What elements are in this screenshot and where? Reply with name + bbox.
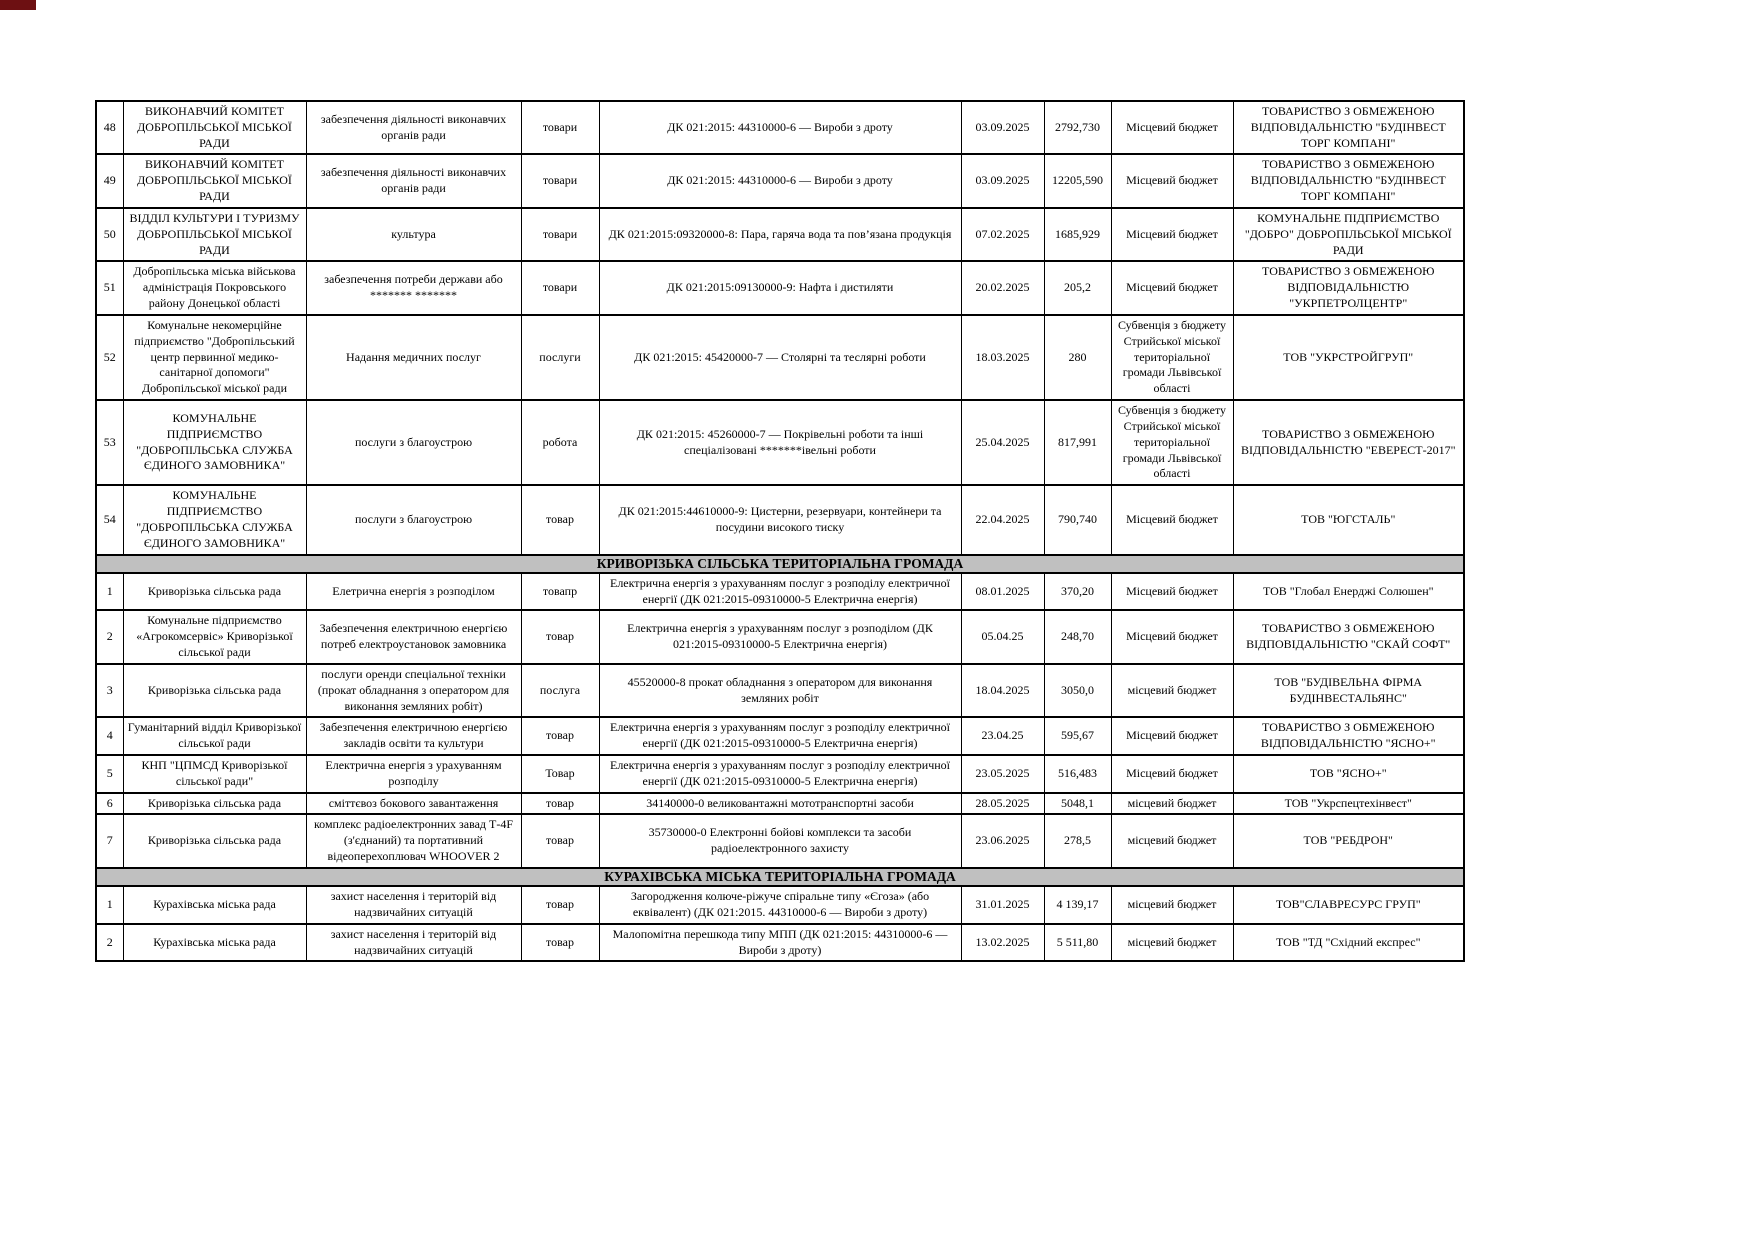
cell-item-description: ДК 021:2015:44610000-9: Цистерни, резервуари, контейнери та посудини високого тиску — [599, 485, 961, 554]
cell-purpose: забезпечення діяльності виконавчих органів ради — [306, 154, 521, 207]
cell-row-number: 5 — [96, 755, 123, 793]
cell-amount: 12205,590 — [1044, 154, 1111, 207]
cell-procurement-type: товар — [521, 485, 599, 554]
cell-amount: 5 511,80 — [1044, 924, 1111, 962]
table-row — [96, 400, 1464, 485]
cell-budget-source: місцевий бюджет — [1111, 886, 1233, 924]
table-row — [96, 101, 1464, 154]
cell-amount: 817,991 — [1044, 400, 1111, 485]
table-row — [96, 485, 1464, 554]
cell-organization: Курахівська міська рада — [123, 886, 306, 924]
cell-procurement-type: товар — [521, 717, 599, 755]
cell-row-number: 1 — [96, 886, 123, 924]
procurement-table — [95, 100, 1465, 962]
cell-procurement-type: робота — [521, 400, 599, 485]
section-header-row — [96, 555, 1464, 573]
cell-procurement-type: товар — [521, 814, 599, 867]
cell-budget-source: Місцевий бюджет — [1111, 485, 1233, 554]
cell-row-number: 48 — [96, 101, 123, 154]
cell-purpose: Електрична енергія з урахуванням розподілу — [306, 755, 521, 793]
cell-item-description: Електрична енергія з урахуванням послуг з розподілом (ДК 021:2015-09310000-5 Електрична енергія) — [599, 610, 961, 663]
cell-item-description: Електрична енергія з урахуванням послуг з розподілу електричної енергії (ДК 021:2015-09310000-5 Електрична енергія) — [599, 755, 961, 793]
table-row — [96, 208, 1464, 261]
table-row — [96, 793, 1464, 815]
cell-procurement-type: товари — [521, 261, 599, 314]
cell-supplier: ТОВАРИСТВО З ОБМЕЖЕНОЮ ВІДПОВІДАЛЬНІСТЮ "БУДІНВЕСТ ТОРГ КОМПАНІ" — [1233, 154, 1464, 207]
cell-supplier: ТОВАРИСТВО З ОБМЕЖЕНОЮ ВІДПОВІДАЛЬНІСТЮ "СКАЙ СОФТ" — [1233, 610, 1464, 663]
cell-purpose: Забезпечення електричною енергією закладів освіти та культури — [306, 717, 521, 755]
cell-purpose: сміттєвоз бокового завантаження — [306, 793, 521, 815]
table-row — [96, 315, 1464, 400]
cell-purpose: Надання медичних послуг — [306, 315, 521, 400]
table-row — [96, 886, 1464, 924]
cell-item-description: ДК 021:2015: 45420000-7 — Столярні та теслярні роботи — [599, 315, 961, 400]
cell-row-number: 3 — [96, 664, 123, 717]
cell-item-description: ДК 021:2015: 45260000-7 — Покрівельні роботи та інші спеціалізовані *******івельні роботи — [599, 400, 961, 485]
scan-corner-mark — [0, 0, 36, 10]
cell-supplier: ТОВ "Укрспецтехінвест" — [1233, 793, 1464, 815]
cell-budget-source: Місцевий бюджет — [1111, 573, 1233, 611]
table-row — [96, 814, 1464, 867]
procurement-table-body — [96, 101, 1464, 961]
cell-procurement-type: товар — [521, 793, 599, 815]
cell-amount: 595,67 — [1044, 717, 1111, 755]
cell-purpose: послуги оренди спеціальної техніки (прокат обладнання з оператором для виконання земляних робіт) — [306, 664, 521, 717]
cell-organization: КОМУНАЛЬНЕ ПІДПРИЄМСТВО "ДОБРОПІЛЬСЬКА СЛУЖБА ЄДИНОГО ЗАМОВНИКА" — [123, 485, 306, 554]
cell-purpose: захист населення і територій від надзвичайних ситуацій — [306, 924, 521, 962]
cell-amount: 790,740 — [1044, 485, 1111, 554]
cell-row-number: 53 — [96, 400, 123, 485]
cell-date: 20.02.2025 — [961, 261, 1044, 314]
cell-organization: ВИКОНАВЧИЙ КОМІТЕТ ДОБРОПІЛЬСЬКОЇ МІСЬКОЇ РАДИ — [123, 154, 306, 207]
cell-date: 07.02.2025 — [961, 208, 1044, 261]
cell-budget-source: Місцевий бюджет — [1111, 717, 1233, 755]
cell-date: 08.01.2025 — [961, 573, 1044, 611]
cell-supplier: ТОВАРИСТВО З ОБМЕЖЕНОЮ ВІДПОВІДАЛЬНІСТЮ "ЯСНО+" — [1233, 717, 1464, 755]
cell-procurement-type: товари — [521, 101, 599, 154]
cell-procurement-type: послуги — [521, 315, 599, 400]
cell-supplier: ТОВ "Глобал Енерджі Солюшен" — [1233, 573, 1464, 611]
cell-item-description: Електрична енергія з урахуванням послуг з розподілу електричної енергії (ДК 021:2015-09310000-5 Електрична енергія) — [599, 717, 961, 755]
cell-purpose: Забезпечення електричною енергією потреб електроустановок замовника — [306, 610, 521, 663]
cell-date: 31.01.2025 — [961, 886, 1044, 924]
cell-supplier: ТОВАРИСТВО З ОБМЕЖЕНОЮ ВІДПОВІДАЛЬНІСТЮ "ЕВЕРЕСТ-2017" — [1233, 400, 1464, 485]
cell-amount: 516,483 — [1044, 755, 1111, 793]
cell-item-description: Загородження колюче-ріжуче спіральне типу «Єгоза» (або еквівалент) (ДК 021:2015. 44310000-6 — Вироби з дроту) — [599, 886, 961, 924]
cell-purpose: Елетрична енергія з розподілом — [306, 573, 521, 611]
cell-row-number: 4 — [96, 717, 123, 755]
cell-organization: КНП "ЦПМСД Криворізької сільської ради" — [123, 755, 306, 793]
cell-supplier: ТОВ "ТД "Східний експрес" — [1233, 924, 1464, 962]
cell-supplier: ТОВАРИСТВО З ОБМЕЖЕНОЮ ВІДПОВІДАЛЬНІСТЮ "БУДІНВЕСТ ТОРГ КОМПАНІ" — [1233, 101, 1464, 154]
cell-organization: Криворізька сільська рада — [123, 573, 306, 611]
section-header-label: КУРАХІВСЬКА МІСЬКА ТЕРИТОРІАЛЬНА ГРОМАДА — [96, 868, 1464, 886]
cell-supplier: КОМУНАЛЬНЕ ПІДПРИЄМСТВО "ДОБРО" ДОБРОПІЛЬСЬКОЇ МІСЬКОЇ РАДИ — [1233, 208, 1464, 261]
cell-procurement-type: товари — [521, 154, 599, 207]
cell-row-number: 7 — [96, 814, 123, 867]
cell-item-description: Малопомітна перешкода типу МПП (ДК 021:2015: 44310000-6 — Вироби з дроту) — [599, 924, 961, 962]
cell-purpose: захист населення і територій від надзвичайних ситуацій — [306, 886, 521, 924]
section-header-label: КРИВОРІЗЬКА СІЛЬСЬКА ТЕРИТОРІАЛЬНА ГРОМАДА — [96, 555, 1464, 573]
cell-organization: ВИКОНАВЧИЙ КОМІТЕТ ДОБРОПІЛЬСЬКОЇ МІСЬКОЇ РАДИ — [123, 101, 306, 154]
cell-organization: Криворізька сільська рада — [123, 793, 306, 815]
cell-row-number: 54 — [96, 485, 123, 554]
cell-budget-source: Субвенція з бюджету Стрийської міської територіальної громади Львівської області — [1111, 400, 1233, 485]
cell-procurement-type: товар — [521, 610, 599, 663]
cell-amount: 248,70 — [1044, 610, 1111, 663]
cell-amount: 1685,929 — [1044, 208, 1111, 261]
cell-amount: 280 — [1044, 315, 1111, 400]
cell-row-number: 2 — [96, 610, 123, 663]
cell-organization: Комунальне підприємство «Агрокомсервіс» Криворізької сільської ради — [123, 610, 306, 663]
cell-procurement-type: товар — [521, 924, 599, 962]
cell-date: 23.06.2025 — [961, 814, 1044, 867]
cell-date: 05.04.25 — [961, 610, 1044, 663]
cell-organization: Гуманітарний відділ Криворізької сільської ради — [123, 717, 306, 755]
cell-organization: Курахівська міська рада — [123, 924, 306, 962]
cell-procurement-type: Товар — [521, 755, 599, 793]
cell-date: 18.04.2025 — [961, 664, 1044, 717]
cell-date: 03.09.2025 — [961, 101, 1044, 154]
cell-purpose: послуги з благоустрою — [306, 485, 521, 554]
cell-organization: Криворізька сільська рада — [123, 664, 306, 717]
cell-procurement-type: товар — [521, 886, 599, 924]
cell-supplier: ТОВАРИСТВО З ОБМЕЖЕНОЮ ВІДПОВІДАЛЬНІСТЮ "УКРПЕТРОЛЦЕНТР" — [1233, 261, 1464, 314]
cell-organization: Комунальне некомерційне підприємство "Добропільський центр первинної медико-санітарної допомоги" Добропільської міської ради — [123, 315, 306, 400]
cell-amount: 3050,0 — [1044, 664, 1111, 717]
cell-amount: 2792,730 — [1044, 101, 1111, 154]
section-header-row — [96, 868, 1464, 886]
cell-purpose: послуги з благоустрою — [306, 400, 521, 485]
cell-row-number: 51 — [96, 261, 123, 314]
cell-budget-source: Місцевий бюджет — [1111, 208, 1233, 261]
cell-amount: 205,2 — [1044, 261, 1111, 314]
cell-purpose: забезпечення діяльності виконавчих органів ради — [306, 101, 521, 154]
cell-row-number: 49 — [96, 154, 123, 207]
cell-amount: 370,20 — [1044, 573, 1111, 611]
cell-organization: КОМУНАЛЬНЕ ПІДПРИЄМСТВО "ДОБРОПІЛЬСЬКА СЛУЖБА ЄДИНОГО ЗАМОВНИКА" — [123, 400, 306, 485]
cell-organization: Добропільська міська військова адміністрація Покровського району Донецької області — [123, 261, 306, 314]
cell-procurement-type: товапр — [521, 573, 599, 611]
table-row — [96, 924, 1464, 962]
cell-amount: 278,5 — [1044, 814, 1111, 867]
cell-supplier: ТОВ "РЕБДРОН" — [1233, 814, 1464, 867]
cell-item-description: Електрична енергія з урахуванням послуг з розподілу електричної енергії (ДК 021:2015-09310000-5 Електрична енергія) — [599, 573, 961, 611]
table-row — [96, 664, 1464, 717]
cell-budget-source: Місцевий бюджет — [1111, 261, 1233, 314]
cell-budget-source: Субвенція з бюджету Стрийської міської територіальної громади Львівської області — [1111, 315, 1233, 400]
cell-amount: 4 139,17 — [1044, 886, 1111, 924]
cell-date: 23.04.25 — [961, 717, 1044, 755]
cell-row-number: 50 — [96, 208, 123, 261]
cell-organization: ВІДДІЛ КУЛЬТУРИ І ТУРИЗМУ ДОБРОПІЛЬСЬКОЇ МІСЬКОЇ РАДИ — [123, 208, 306, 261]
cell-supplier: ТОВ "ЯСНО+" — [1233, 755, 1464, 793]
cell-item-description: ДК 021:2015:09130000-9: Нафта і дистиляти — [599, 261, 961, 314]
cell-supplier: ТОВ "БУДІВЕЛЬНА ФІРМА БУДІНВЕСТАЛЬЯНС" — [1233, 664, 1464, 717]
cell-date: 22.04.2025 — [961, 485, 1044, 554]
cell-date: 13.02.2025 — [961, 924, 1044, 962]
cell-date: 03.09.2025 — [961, 154, 1044, 207]
cell-amount: 5048,1 — [1044, 793, 1111, 815]
cell-row-number: 52 — [96, 315, 123, 400]
cell-supplier: ТОВ "ЮГСТАЛЬ" — [1233, 485, 1464, 554]
cell-row-number: 6 — [96, 793, 123, 815]
table-row — [96, 755, 1464, 793]
cell-row-number: 1 — [96, 573, 123, 611]
cell-item-description: 45520000-8 прокат обладнання з оператором для виконання земляних робіт — [599, 664, 961, 717]
cell-budget-source: місцевий бюджет — [1111, 924, 1233, 962]
table-row — [96, 261, 1464, 314]
cell-date: 18.03.2025 — [961, 315, 1044, 400]
cell-row-number: 2 — [96, 924, 123, 962]
cell-purpose: культура — [306, 208, 521, 261]
cell-procurement-type: послуга — [521, 664, 599, 717]
table-row — [96, 154, 1464, 207]
cell-date: 23.05.2025 — [961, 755, 1044, 793]
cell-supplier: ТОВ "УКРСТРОЙГРУП" — [1233, 315, 1464, 400]
cell-budget-source: місцевий бюджет — [1111, 664, 1233, 717]
cell-purpose: забезпечення потреби держави або ******* ******* — [306, 261, 521, 314]
cell-budget-source: Місцевий бюджет — [1111, 154, 1233, 207]
cell-item-description: 34140000-0 великовантажні мототранспортні засоби — [599, 793, 961, 815]
cell-item-description: ДК 021:2015: 44310000-6 — Вироби з дроту — [599, 154, 961, 207]
cell-budget-source: Місцевий бюджет — [1111, 755, 1233, 793]
cell-budget-source: місцевий бюджет — [1111, 793, 1233, 815]
cell-date: 25.04.2025 — [961, 400, 1044, 485]
cell-item-description: ДК 021:2015: 44310000-6 — Вироби з дроту — [599, 101, 961, 154]
table-row — [96, 610, 1464, 663]
cell-budget-source: Місцевий бюджет — [1111, 101, 1233, 154]
cell-budget-source: місцевий бюджет — [1111, 814, 1233, 867]
table-row — [96, 573, 1464, 611]
cell-date: 28.05.2025 — [961, 793, 1044, 815]
cell-item-description: 35730000-0 Електронні бойові комплекси та засоби радіоелектронного захисту — [599, 814, 961, 867]
cell-budget-source: Місцевий бюджет — [1111, 610, 1233, 663]
cell-procurement-type: товари — [521, 208, 599, 261]
cell-organization: Криворізька сільська рада — [123, 814, 306, 867]
cell-item-description: ДК 021:2015:09320000-8: Пара, гаряча вода та пов’язана продукція — [599, 208, 961, 261]
cell-supplier: ТОВ"СЛАВРЕСУРС ГРУП" — [1233, 886, 1464, 924]
table-row — [96, 717, 1464, 755]
cell-purpose: комплекс радіоелектронних завад Т-4F (з'єднаний) та портативний відеоперехоплювач WHOOVER 2 — [306, 814, 521, 867]
